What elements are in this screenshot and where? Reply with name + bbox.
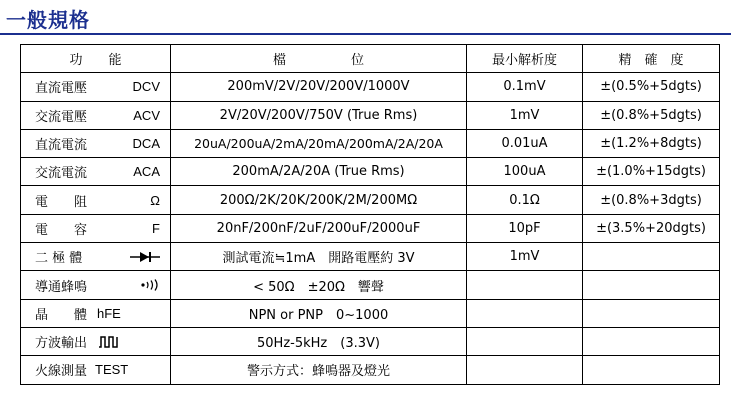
- function-cell: [21, 356, 171, 384]
- function-name: 交流電流: [35, 166, 88, 182]
- function-name: 火線測量: [35, 364, 88, 380]
- resolution-cell: 1mV: [467, 101, 583, 129]
- function-abbr: Ω: [150, 192, 160, 208]
- function-cell: [21, 129, 171, 157]
- function-cell: [21, 327, 171, 355]
- table-row: [21, 186, 720, 214]
- accuracy-cell: ±(0.5%+5dgts): [583, 73, 720, 101]
- page-title: 一般規格: [6, 8, 90, 32]
- function-cell: [21, 299, 171, 327]
- range-cell: 2V/20V/200V/750V (True Rms): [171, 101, 467, 129]
- function-abbr: hFE: [97, 305, 121, 321]
- accuracy-cell: ±(3.5%+20dgts): [583, 214, 720, 242]
- accuracy-cell: [583, 243, 720, 271]
- function-cell: [21, 271, 171, 299]
- table-row: [21, 271, 720, 299]
- table-row: [21, 73, 720, 101]
- resolution-cell: 100uA: [467, 158, 583, 186]
- function-abbr: ACV: [133, 107, 160, 123]
- function-abbr: DCV: [132, 79, 160, 95]
- table-row: [21, 356, 720, 384]
- accuracy-cell: ±(1.0%+15dgts): [583, 158, 720, 186]
- resolution-cell: [467, 271, 583, 299]
- function-cell: [21, 73, 171, 101]
- accuracy-cell: ±(0.8%+5dgts): [583, 101, 720, 129]
- range-cell: 警示方式：蜂鳴器及燈光: [171, 356, 467, 384]
- function-abbr: F: [152, 220, 160, 236]
- accuracy-cell: ±(0.8%+3dgts): [583, 186, 720, 214]
- function-cell: [21, 101, 171, 129]
- table-header-row: [21, 45, 720, 73]
- resolution-cell: 0.1mV: [467, 73, 583, 101]
- range-cell: < 50Ω ±20Ω 響聲: [171, 271, 467, 299]
- function-abbr: TEST: [95, 362, 129, 378]
- table-row: [21, 158, 720, 186]
- accuracy-cell: [583, 356, 720, 384]
- resolution-cell: 0.1Ω: [467, 186, 583, 214]
- function-abbr: ACA: [133, 164, 160, 180]
- resolution-cell: [467, 327, 583, 355]
- range-cell: NPN or PNP 0~1000: [171, 299, 467, 327]
- range-cell: 200Ω/2K/20K/200K/2M/200MΩ: [171, 186, 467, 214]
- function-cell: [21, 214, 171, 242]
- resolution-cell: [467, 299, 583, 327]
- accuracy-cell: [583, 271, 720, 299]
- table-row: [21, 299, 720, 327]
- range-cell: 50Hz-5kHz (3.3V): [171, 327, 467, 355]
- table-row: [21, 101, 720, 129]
- resolution-cell: [467, 356, 583, 384]
- table-row: [21, 129, 720, 157]
- range-cell: 20nF/200nF/2uF/200uF/2000uF: [171, 214, 467, 242]
- function-cell: [21, 158, 171, 186]
- resolution-cell: 1mV: [467, 243, 583, 271]
- resolution-cell: 10pF: [467, 214, 583, 242]
- table-row: [21, 243, 720, 271]
- function-name: 電 容: [35, 222, 88, 238]
- function-name: 二 極 體: [35, 251, 83, 267]
- table-row: [21, 327, 720, 355]
- accuracy-cell: ±(1.2%+8dgts): [583, 129, 720, 157]
- table-row: [21, 214, 720, 242]
- function-name: 導通蜂鳴: [35, 279, 88, 295]
- function-name: 直流電壓: [35, 81, 88, 97]
- function-abbr: DCA: [132, 136, 160, 152]
- header-resolution: 最小解析度: [467, 45, 583, 73]
- header-function: 功 能: [21, 45, 171, 73]
- function-name: 直流電流: [35, 138, 88, 154]
- function-name: 交流電壓: [35, 109, 88, 125]
- accuracy-cell: [583, 327, 720, 355]
- range-cell: 20uA/200uA/2mA/20mA/200mA/2A/20A: [171, 129, 467, 157]
- function-name: 電 阻: [35, 194, 88, 210]
- range-cell: 200mA/2A/20A (True Rms): [171, 158, 467, 186]
- buzzer-icon: [140, 279, 160, 291]
- title-underline: [0, 33, 731, 35]
- accuracy-cell: [583, 299, 720, 327]
- specifications-table: [20, 44, 720, 385]
- function-cell: [21, 243, 171, 271]
- header-range: 檔 位: [171, 45, 467, 73]
- range-cell: 測試電流≒1mA 開路電壓約 3V: [171, 243, 467, 271]
- function-name: 方波輸出: [35, 336, 88, 352]
- header-accuracy: 精 確 度: [583, 45, 720, 73]
- diode-icon: [130, 251, 160, 263]
- function-name: 晶 體: [35, 307, 88, 323]
- resolution-cell: 0.01uA: [467, 129, 583, 157]
- square-wave-icon: [99, 336, 119, 348]
- range-cell: 200mV/2V/20V/200V/1000V: [171, 73, 467, 101]
- function-cell: [21, 186, 171, 214]
